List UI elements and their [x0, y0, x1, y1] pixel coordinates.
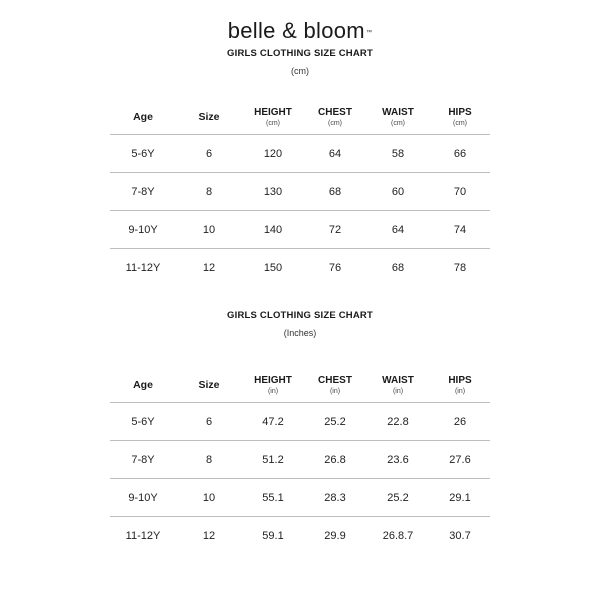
cell-age: 11-12Y — [125, 529, 161, 542]
cell-hips: 26 — [430, 403, 490, 441]
header-chest: CHEST (cm) — [304, 100, 366, 135]
cell-age: 7-8Y — [110, 173, 176, 211]
cell-hips: 66 — [430, 135, 490, 173]
cell-size: 6 — [176, 403, 242, 441]
cell-waist: 64 — [366, 211, 430, 249]
header-hips: HIPS (cm) — [430, 100, 490, 135]
cell-size: 10 — [176, 211, 242, 249]
cell-waist: 60 — [366, 173, 430, 211]
chart-unit-cm: (cm) — [291, 66, 309, 76]
cell-size: 8 — [176, 441, 242, 479]
header-size: Size — [176, 368, 242, 403]
size-table-inches — [110, 368, 490, 554]
cell-hips: 30.7 — [449, 529, 471, 542]
cell-hips: 70 — [430, 173, 490, 211]
header-height: HEIGHT (cm) — [242, 100, 304, 135]
table-row — [110, 173, 490, 211]
cell-chest: 28.3 — [304, 479, 366, 517]
header-waist: WAIST (cm) — [366, 100, 430, 135]
chart-unit-inches: (Inches) — [283, 328, 317, 338]
cell-height: 59.1 — [262, 529, 284, 542]
cell-age: 11-12Y — [125, 261, 161, 274]
cell-waist: 23.6 — [366, 441, 430, 479]
cell-chest: 64 — [304, 135, 366, 173]
cell-chest: 76 — [328, 261, 342, 274]
cell-chest: 26.8 — [304, 441, 366, 479]
header-age: Age — [110, 368, 176, 403]
cell-age: 9-10Y — [110, 479, 176, 517]
table-row — [110, 403, 490, 441]
cell-size: 10 — [176, 479, 242, 517]
table-row — [110, 135, 490, 173]
cell-waist: 22.8 — [366, 403, 430, 441]
brand-name: belle & bloom — [227, 18, 365, 43]
header-hips: HIPS (in) — [430, 368, 490, 403]
cell-size: 8 — [176, 173, 242, 211]
cell-height: 47.2 — [242, 403, 304, 441]
cell-hips: 78 — [453, 261, 467, 274]
cell-age: 5-6Y — [110, 403, 176, 441]
header-height: HEIGHT (in) — [242, 368, 304, 403]
cell-height: 120 — [242, 135, 304, 173]
cell-height: 130 — [242, 173, 304, 211]
cell-chest: 72 — [304, 211, 366, 249]
cell-height: 51.2 — [242, 441, 304, 479]
header-row — [110, 368, 490, 403]
cell-size: 12 — [202, 529, 216, 542]
cell-hips: 29.1 — [430, 479, 490, 517]
chart-title-inches: GIRLS CLOTHING SIZE CHART — [227, 310, 373, 321]
cell-chest: 29.9 — [324, 529, 346, 542]
cell-age: 5-6Y — [110, 135, 176, 173]
cell-waist: 58 — [366, 135, 430, 173]
cell-height: 55.1 — [242, 479, 304, 517]
cell-waist: 26.8.7 — [382, 529, 414, 542]
header-size: Size — [176, 100, 242, 135]
cell-size: 6 — [176, 135, 242, 173]
chart-title-cm: GIRLS CLOTHING SIZE CHART — [227, 48, 373, 59]
trademark-symbol: ™ — [365, 30, 373, 36]
table-row — [110, 441, 490, 479]
cell-height: 140 — [242, 211, 304, 249]
table-row — [110, 479, 490, 517]
cell-chest: 25.2 — [304, 403, 366, 441]
cell-hips: 74 — [430, 211, 490, 249]
cell-age: 9-10Y — [110, 211, 176, 249]
brand-logo — [0, 18, 600, 44]
table-row — [110, 517, 490, 555]
table-row — [110, 211, 490, 249]
cell-size: 12 — [202, 261, 216, 274]
header-waist: WAIST (in) — [366, 368, 430, 403]
cell-waist: 68 — [391, 261, 405, 274]
header-age: Age — [110, 100, 176, 135]
cell-height: 150 — [263, 261, 283, 274]
cell-hips: 27.6 — [430, 441, 490, 479]
header-row — [110, 100, 490, 135]
cell-age: 7-8Y — [110, 441, 176, 479]
size-table-cm — [110, 100, 490, 286]
header-chest: CHEST (in) — [304, 368, 366, 403]
cell-chest: 68 — [304, 173, 366, 211]
table-row — [110, 249, 490, 287]
cell-waist: 25.2 — [366, 479, 430, 517]
